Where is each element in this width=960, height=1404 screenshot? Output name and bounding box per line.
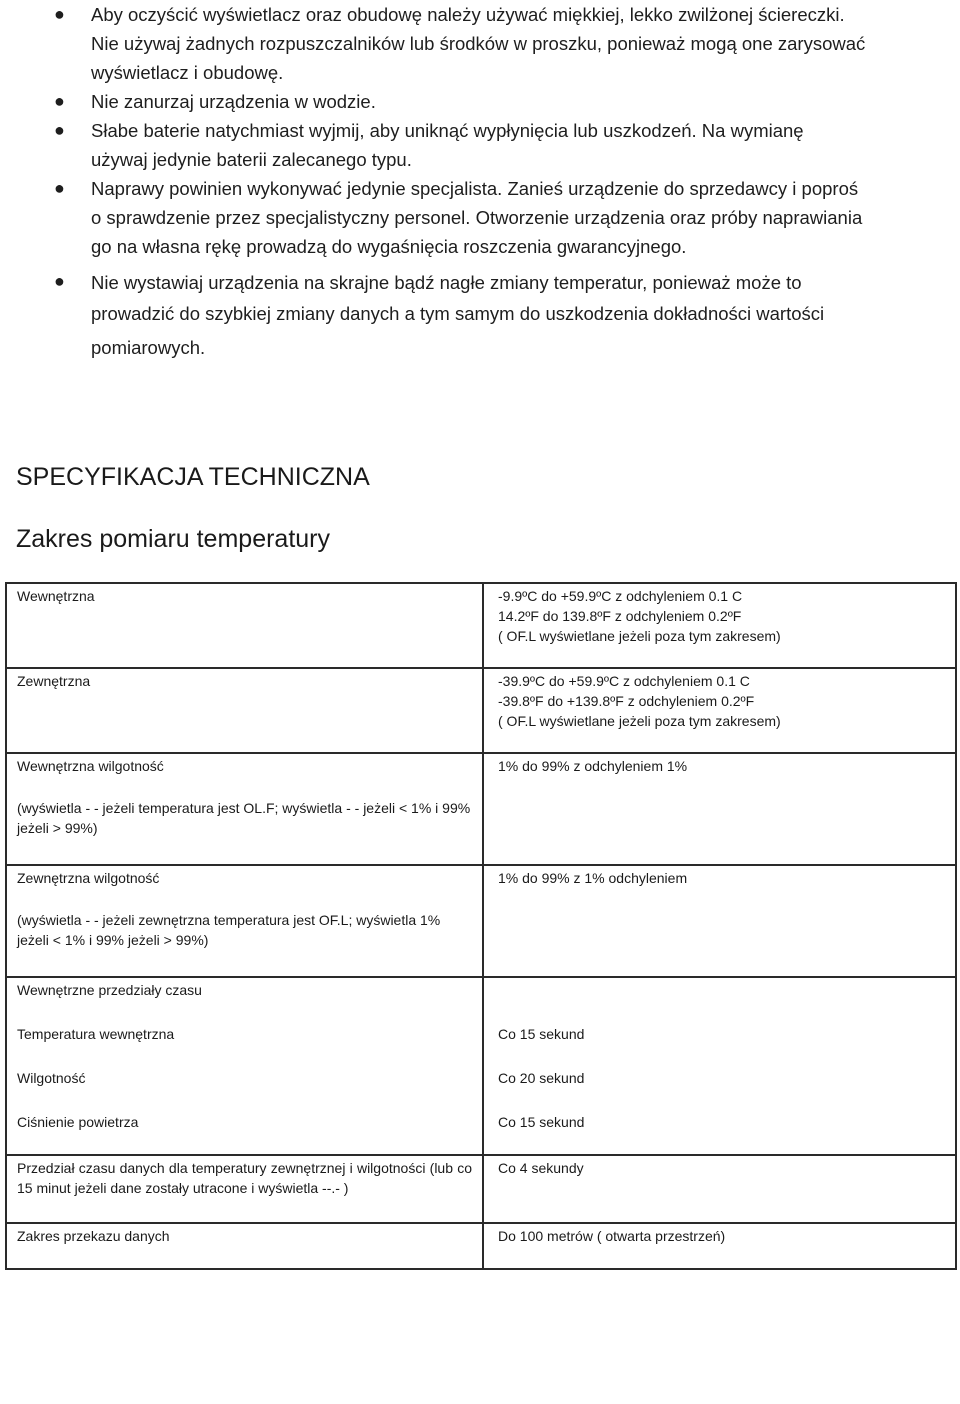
spec-value-line: -39.8ºF do +139.8ºF z odchyleniem 0.2ºF (498, 693, 755, 709)
spec-table (5, 582, 957, 1270)
spec-label: Wewnętrzne przedziały czasu (17, 982, 202, 998)
subsection-heading: Zakres pomiaru temperatury (16, 525, 331, 553)
spec-subitem: Ciśnienie powietrza (17, 1114, 139, 1130)
bullet-icon: ● (54, 91, 65, 111)
bullet-line: Aby oczyścić wyświetlacz oraz obudowę należy używać miękkiej, lekko zwilżonej ściereczki. (91, 4, 845, 25)
bullet-line: Słabe baterie natychmiast wyjmij, aby uniknąć wypłynięcia lub uszkodzeń. Na wymianę (91, 120, 804, 141)
spec-label-cell (6, 753, 483, 865)
spec-label: Wewnętrzna wilgotność (17, 758, 164, 774)
spec-subitem: Temperatura wewnętrzna (17, 1026, 175, 1042)
bullet-line: Nie wystawiaj urządzenia na skrajne bądź nagłe zmiany temperatur, ponieważ może to (91, 272, 802, 293)
bullet-line: używaj jedynie baterii zalecanego typu. (91, 149, 412, 170)
bullet-icon: ● (54, 178, 65, 198)
bullet-line: o sprawdzenie przez specjalistyczny personel. Otworzenie urządzenia oraz próby naprawiania (91, 207, 863, 228)
table-row (6, 668, 956, 753)
spec-value: Co 20 sekund (498, 1070, 585, 1086)
table-row (6, 977, 956, 1155)
spec-value-line: 14.2ºF do 139.8ºF z odchyleniem 0.2ºF (498, 608, 742, 624)
table-row (6, 1223, 956, 1269)
bullet-icon: ● (54, 271, 65, 291)
spec-value: Co 15 sekund (498, 1026, 585, 1042)
bullet-line: prowadzić do szybkiej zmiany danych a tym samym do uszkodzenia dokładności wartości (91, 303, 825, 324)
spec-value: 1% do 99% z 1% odchyleniem (483, 865, 956, 977)
bullet-line: Nie używaj żadnych rozpuszczalników lub środków w proszku, ponieważ mogą one zarysować (91, 33, 866, 54)
spec-value: 1% do 99% z odchyleniem 1% (483, 753, 956, 865)
bullet-item (54, 174, 955, 261)
spec-value-line: ( OF.L wyświetlane jeżeli poza tym zakresem) (498, 628, 781, 644)
spec-value-line: -39.9ºC do +59.9ºC z odchyleniem 0.1 C (498, 673, 750, 689)
bullet-line: Nie zanurzaj urządzenia w wodzie. (91, 91, 376, 112)
table-row (6, 865, 956, 977)
spec-label: Zewnętrzna (6, 668, 483, 753)
table-row (6, 1155, 956, 1223)
spec-value: Do 100 metrów ( otwarta przestrzeń) (483, 1223, 956, 1269)
spec-note: (wyświetla - - jeżeli zewnętrzna temperatura jest OF.L; wyświetla 1% jeżeli < 1% i 99% jeżeli > 99%) (17, 912, 441, 948)
spec-label: Przedział czasu danych dla temperatury zewnętrznej i wilgotności (lub co 15 minut jeżeli dane zostały utracone i wyświetla --.- ) (6, 1155, 483, 1223)
spec-label: Wewnętrzna (6, 583, 483, 668)
spec-value: Co 15 sekund (498, 1114, 585, 1130)
spec-value: Co 4 sekundy (483, 1155, 956, 1223)
spec-value-cell (483, 977, 956, 1155)
section-heading: SPECYFIKACJA TECHNICZNA (16, 463, 370, 491)
table-row (6, 753, 956, 865)
bullet-icon: ● (54, 4, 65, 24)
spec-value (483, 668, 956, 753)
spec-value-line: -9.9ºC do +59.9ºC z odchyleniem 0.1 C (498, 588, 743, 604)
bullet-line: Naprawy powinien wykonywać jedynie specjalista. Zanieś urządzenie do sprzedawcy i poproś (91, 178, 859, 199)
bullet-item (54, 116, 955, 174)
bullet-line: go na własna rękę prowadzą do wygaśnięcia roszczenia gwarancyjnego. (91, 236, 687, 257)
spec-label-cell (6, 977, 483, 1155)
bullet-item (54, 87, 955, 116)
spec-label-cell (6, 865, 483, 977)
spec-label: Zewnętrzna wilgotność (17, 870, 160, 886)
bullet-icon: ● (54, 120, 65, 140)
bullet-item (54, 267, 955, 363)
bullet-item (54, 0, 955, 87)
safety-bullet-list (54, 0, 955, 363)
spec-value-line: ( OF.L wyświetlane jeżeli poza tym zakresem) (498, 713, 781, 729)
spec-note: (wyświetla - - jeżeli temperatura jest OL.F; wyświetla - - jeżeli < 1% i 99% jeżeli > 99%) (17, 800, 471, 836)
spec-label: Zakres przekazu danych (6, 1223, 483, 1269)
spec-subitem: Wilgotność (17, 1070, 86, 1086)
bullet-line: wyświetlacz i obudowę. (91, 62, 284, 83)
table-row (6, 583, 956, 668)
bullet-line: pomiarowych. (91, 337, 206, 358)
spec-value (483, 583, 956, 668)
